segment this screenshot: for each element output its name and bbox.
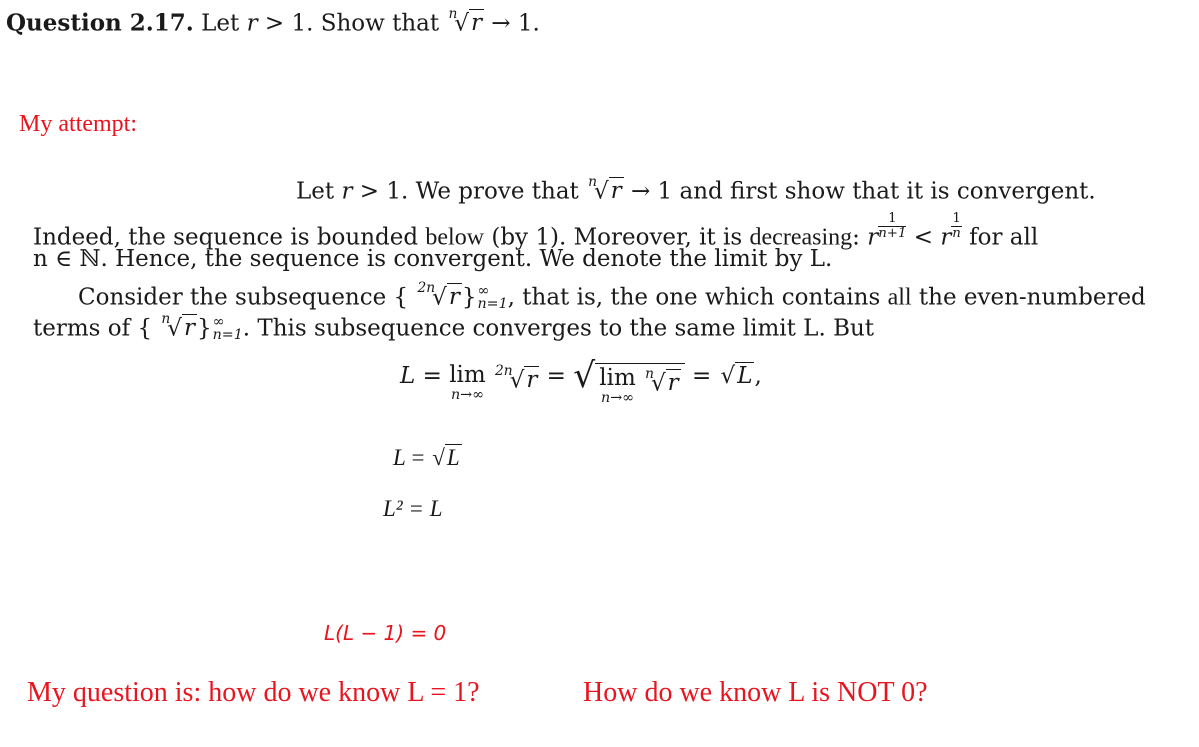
proof-line-3 [33, 246, 832, 272]
var-r: r [940, 224, 952, 251]
radicand: r [183, 315, 195, 342]
radicand: r [667, 370, 679, 397]
var-r: r [867, 224, 879, 251]
sub-range: n=1 [477, 296, 508, 313]
radical-sign: √ [432, 445, 445, 470]
2n-th-root [493, 363, 539, 393]
2n-th-root [416, 280, 462, 310]
proof-text: n ∈ ℕ. Hence, the sequence is convergent. We denote the limit by L. [33, 246, 833, 272]
step-line-2: L² = L [383, 496, 443, 521]
question-cond: > 1. Show that [257, 10, 447, 37]
proof-line-4: Consider the subsequence { $^{2n}$√r} ∞ n=1 , that is, the one which contains all the even-numbered [78, 280, 1146, 313]
root-index: n [588, 174, 597, 190]
proof-text: > 1. We prove that [352, 178, 587, 205]
proof-line-5: terms of { $^n$√r} ∞ n=1 . This subsequence converges to the same limit L. But [33, 311, 875, 344]
lim-subscript: n→∞ [601, 390, 635, 407]
radical-sign: √ [509, 367, 525, 394]
proof-text: for all [961, 224, 1039, 251]
radicand: r [526, 367, 538, 394]
var-L: L [393, 445, 406, 470]
step-line-3: L(L − 1) = 0 [324, 621, 447, 645]
equals: = [539, 363, 574, 389]
big-radical-sign: √ [573, 356, 596, 396]
radical-sign: √ [432, 284, 447, 311]
var-r: r [341, 178, 353, 205]
radicand: r [610, 178, 622, 205]
question-1: My question is: how do we know L = 1? [27, 677, 480, 708]
radicand: r [471, 10, 482, 37]
radicand: L [737, 363, 753, 389]
step-line-1 [393, 445, 462, 471]
index-range [212, 313, 243, 344]
nth-root [586, 174, 624, 204]
radical-sign: √ [454, 10, 469, 37]
display-equation [400, 356, 762, 407]
proof-text: (by 1). Moreover, it is [484, 224, 750, 251]
outer-sqrt [573, 356, 684, 407]
radical-sign: √ [593, 178, 609, 205]
radicand: r [448, 284, 460, 311]
nth-root [643, 366, 681, 396]
index-range [477, 282, 508, 313]
sub-range: n=1 [212, 327, 243, 344]
root-index: 2n [417, 280, 436, 296]
var-L: L [400, 363, 416, 389]
radicand: L [446, 445, 460, 470]
question-limit: → 1. [484, 10, 540, 37]
proof-text: . This subsequence converges to the same limit L. But [242, 315, 875, 342]
inserted-word-all: all [887, 284, 912, 311]
sqrt-L [430, 445, 461, 471]
radical-sign: √ [720, 363, 736, 389]
root-index: n [448, 6, 458, 22]
radical-sign: √ [167, 315, 182, 342]
lim-word: lim [599, 365, 636, 391]
exponent-fraction [878, 212, 906, 241]
proof-text: : [852, 224, 868, 251]
root-index: n [161, 311, 171, 327]
proof-line-1 [296, 174, 1096, 204]
question-2: How do we know L is NOT 0? [583, 677, 928, 708]
question-lead: Let [201, 10, 247, 37]
proof-text: the even-numbered [911, 284, 1146, 311]
sup-infinity: ∞ [212, 313, 225, 330]
proof-text: , that is, the one which contains [507, 284, 888, 311]
proof-text: → 1 and first show that it is convergent. [623, 178, 1096, 205]
sqrt-L [719, 363, 755, 389]
limit-1 [449, 363, 486, 404]
exponent-fraction [951, 212, 961, 241]
equals: = [415, 363, 450, 389]
equals: = [405, 445, 431, 470]
question-var-r: r [246, 10, 258, 37]
proof-text: Consider the subsequence { [78, 284, 416, 311]
frac-num: 1 [952, 211, 961, 226]
inserted-word-decreasing: decreasing [749, 224, 853, 251]
inserted-word-below: below [425, 224, 485, 251]
proof-text: Indeed, the sequence is bounded [33, 224, 426, 251]
question-label: Question 2.17. [6, 9, 194, 37]
root-index: n [645, 366, 654, 382]
equals: = [684, 363, 719, 389]
lim-subscript: n→∞ [450, 387, 484, 404]
question-line [6, 6, 540, 36]
proof-text: terms of { [33, 315, 160, 342]
proof-text: Let [296, 178, 342, 205]
question-nth-root [446, 6, 484, 36]
comma: , [754, 363, 762, 389]
sup-infinity: ∞ [477, 282, 490, 299]
less-than: < [906, 224, 941, 251]
root-index: 2n [495, 363, 513, 379]
limit-2 [599, 366, 636, 407]
attempt-heading: My attempt: [19, 111, 137, 137]
nth-root [159, 311, 197, 341]
radical-sign: √ [650, 370, 666, 397]
lim-word: lim [449, 362, 486, 388]
frac-num: 1 [878, 212, 906, 227]
frac-den: n [952, 226, 961, 241]
frac-den: n+1 [878, 226, 907, 241]
outer-radicand [595, 363, 684, 407]
